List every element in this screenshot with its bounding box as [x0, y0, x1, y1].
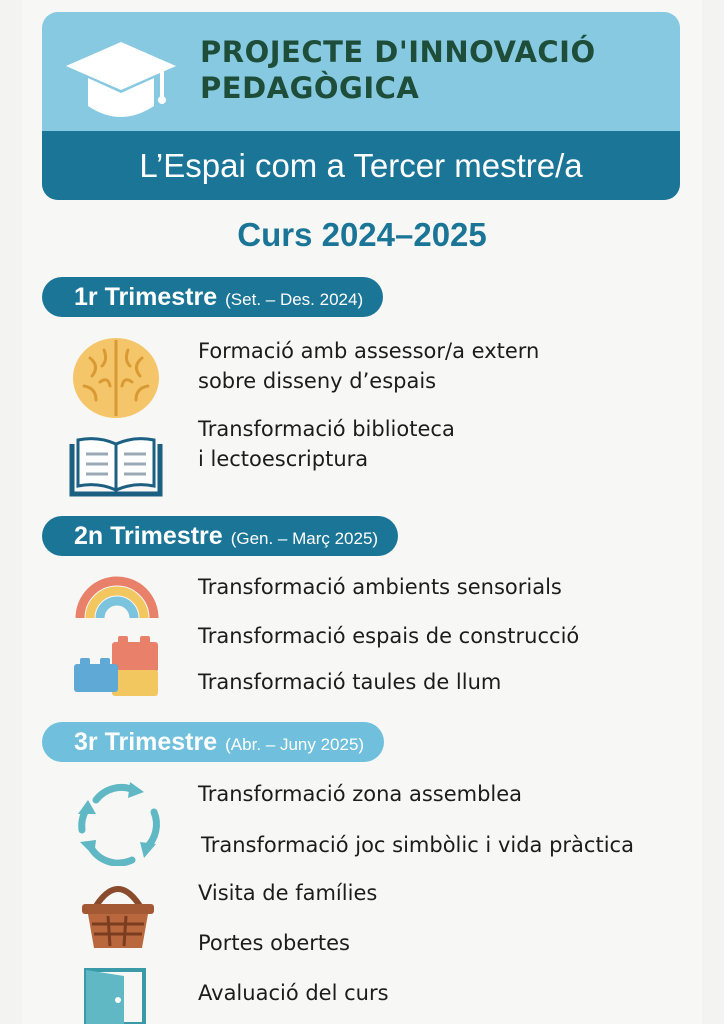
brain-icon	[70, 336, 162, 420]
term-1-item-2: sobre disseny d’espais	[198, 369, 437, 393]
term-2-item-1: Transformació ambients sensorials	[198, 575, 562, 599]
course-year: Curs 2024–2025	[237, 216, 487, 253]
term-3-item-3: Visita de famílies	[198, 881, 378, 905]
term-3-item-4: Portes obertes	[198, 931, 350, 955]
graduation-cap-icon	[62, 36, 180, 126]
term-3-pill	[42, 722, 384, 762]
term-1-pill	[42, 277, 383, 317]
term-2-item-2: Transformació espais de construcció	[198, 624, 580, 648]
term-2-range: (Gen. – Març 2025)	[230, 529, 379, 548]
term-1-item-4: i lectoescriptura	[198, 447, 369, 471]
project-title	[200, 34, 670, 106]
term-3-item-1: Transformació zona assemblea	[198, 782, 523, 806]
title-line-1: PROJECTE D'INNOVACIÓ	[200, 35, 596, 69]
term-2-item-3: Transformació taules de llum	[198, 670, 502, 694]
term-2-name: 2n Trimestre	[74, 522, 223, 550]
project-header	[42, 12, 680, 200]
term-3-item-5: Avaluació del curs	[198, 981, 389, 1005]
term-2-pill	[42, 516, 398, 556]
term-1-range: (Set. – Des. 2024)	[225, 290, 364, 309]
door-icon	[84, 966, 148, 1024]
cycle-arrows-icon	[74, 780, 164, 866]
rainbow-icon	[74, 572, 160, 620]
title-line-2: PEDAGÒGICA	[200, 71, 420, 105]
building-blocks-icon	[72, 636, 162, 698]
basket-icon	[80, 876, 156, 952]
term-1-name: 1r Trimestre	[74, 283, 218, 311]
term-1-item-1: Formació amb assessor/a extern	[198, 339, 540, 363]
open-book-icon	[68, 434, 164, 498]
project-subtitle: L’Espai com a Tercer mestre/a	[42, 131, 680, 200]
term-3-range: (Abr. – Juny 2025)	[225, 735, 365, 754]
term-1-item-3: Transformació biblioteca	[198, 417, 455, 441]
term-3-name: 3r Trimestre	[74, 728, 218, 756]
term-3-item-2: Transformació joc simbòlic i vida pràctica	[201, 833, 634, 857]
